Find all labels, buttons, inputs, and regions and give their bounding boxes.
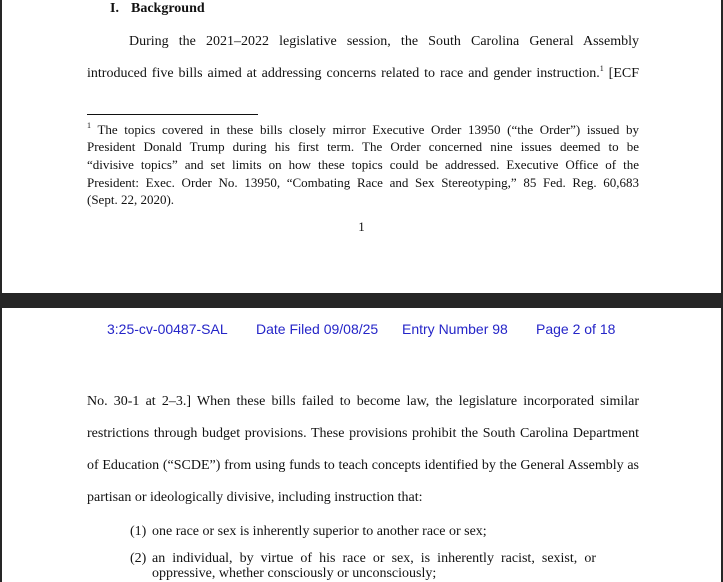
footnote-line: President: Exec. Order No. 13950, “Combating Race and Sex Stereotyping,” 85 Fed. Reg. 60,683 bbox=[87, 175, 639, 190]
case-number: 3:25-cv-00487-SAL bbox=[107, 321, 228, 337]
footnote-marker: 1 bbox=[87, 121, 91, 130]
paragraph-line: No. 30-1 at 2–3.] When these bills failed to become law, the legislature incorporated similar bbox=[87, 394, 639, 409]
section-heading bbox=[110, 1, 205, 17]
section-heading-title: Background bbox=[131, 1, 205, 16]
list-item bbox=[130, 551, 596, 581]
list-item-text: an individual, by virtue of his race or sex, is inherently racist, sexist, or bbox=[152, 551, 596, 566]
paragraph-line: During the 2021–2022 legislative session, the South Carolina General Assembly bbox=[129, 34, 639, 49]
paragraph-line: partisan or ideologically divisive, including instruction that: bbox=[87, 490, 423, 505]
paragraph-line: restrictions through budget provisions. These provisions prohibit the South Carolina Department bbox=[87, 426, 639, 441]
paragraph-line: of Education (“SCDE”) from using funds to teach concepts identified by the General Assembly as bbox=[87, 458, 639, 473]
paragraph-line-text: [ECF bbox=[608, 66, 640, 81]
list-item-marker: (2) bbox=[130, 551, 147, 566]
list-item-text: one race or sex is inherently superior to another race or sex; bbox=[152, 524, 487, 539]
list-item-text: oppressive, whether consciously or unconsciously; bbox=[152, 566, 437, 581]
paragraph-line bbox=[87, 66, 639, 82]
footnote-line bbox=[87, 121, 639, 138]
paragraph-line-text: introduced five bills aimed at addressing concerns related to race and gender instruction. bbox=[87, 66, 600, 81]
footnote-reference[interactable]: 1 bbox=[599, 64, 604, 73]
footnote-line: “divisive topics” and set limits on how these topics could be addressed. Executive Office of the bbox=[87, 157, 639, 172]
footnote-line: President Donald Trump during his first term. The Order concerned nine issues deemed to be bbox=[87, 139, 639, 154]
footnote-separator bbox=[87, 114, 258, 115]
footnote-text: The topics covered in these bills closely mirror Executive Order 13950 (“the Order”) issued by bbox=[97, 122, 640, 137]
date-filed: Date Filed 09/08/25 bbox=[256, 321, 379, 337]
page-of-total: Page 2 of 18 bbox=[536, 321, 616, 337]
pdf-page-2 bbox=[2, 308, 721, 582]
page-number: 1 bbox=[358, 219, 365, 234]
footnote-line: (Sept. 22, 2020). bbox=[87, 192, 175, 207]
section-heading-number: I. bbox=[110, 1, 119, 16]
list-item-marker: (1) bbox=[130, 524, 147, 539]
list-item bbox=[130, 524, 487, 539]
list-item-line bbox=[130, 551, 596, 566]
entry-number: Entry Number 98 bbox=[402, 321, 508, 337]
pdf-page-1 bbox=[2, 0, 721, 293]
